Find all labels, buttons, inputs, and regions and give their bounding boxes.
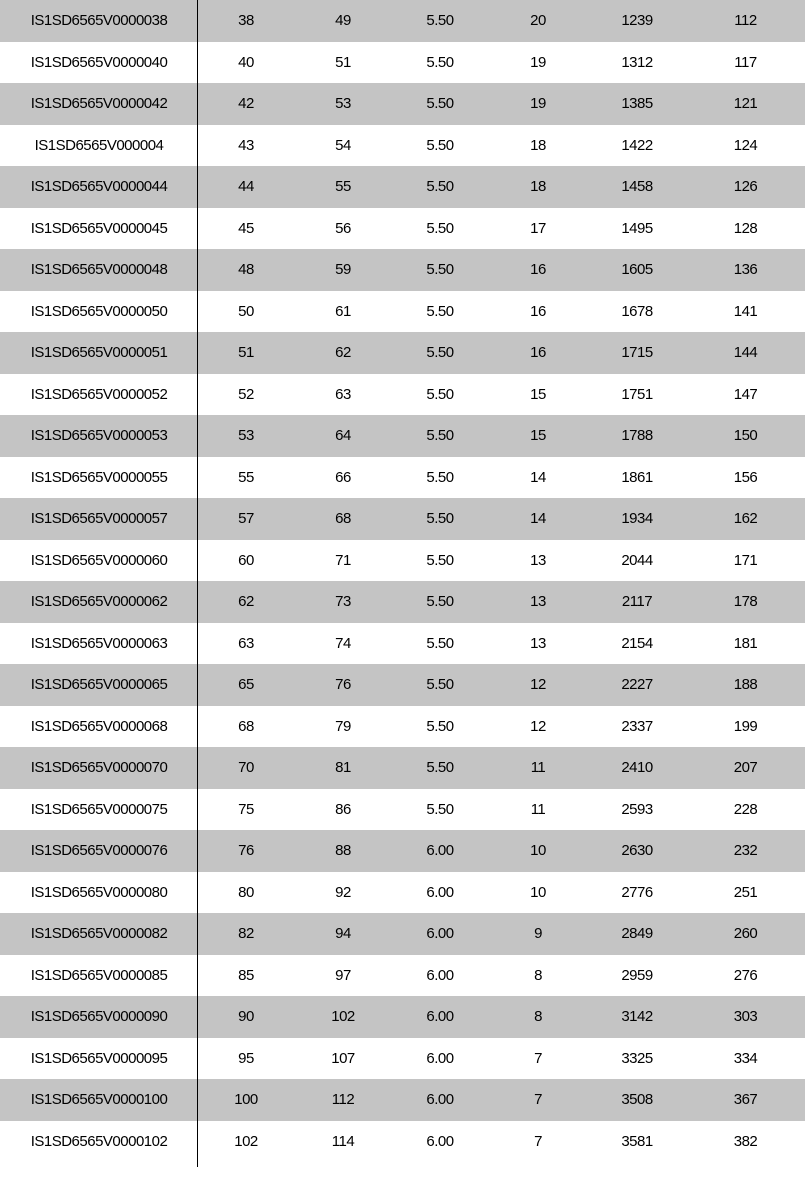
table-cell: 12 — [530, 717, 546, 735]
part-number-cell: IS1SD6565V0000051 — [30, 344, 168, 362]
table-cell: 382 — [733, 1132, 758, 1150]
table-cell: 5.50 — [426, 95, 454, 113]
part-number-cell: IS1SD6565V0000042 — [30, 95, 168, 113]
part-number-cell: IS1SD6565V0000048 — [30, 261, 168, 279]
table-cell: 6.00 — [426, 1132, 454, 1150]
table-row — [0, 457, 805, 499]
table-cell: 5.50 — [426, 385, 454, 403]
table-row — [0, 913, 805, 955]
table-cell: 92 — [335, 883, 351, 901]
table-row — [0, 623, 805, 665]
table-cell: 5.50 — [426, 717, 454, 735]
table-row — [0, 664, 805, 706]
table-cell: 162 — [733, 510, 758, 528]
table-cell: 52 — [238, 385, 254, 403]
table-row — [0, 83, 805, 125]
table-cell: 68 — [335, 510, 351, 528]
table-cell: 3142 — [621, 1008, 653, 1026]
table-row — [0, 374, 805, 416]
table-cell: 17 — [530, 219, 546, 237]
table-row — [0, 955, 805, 997]
table-cell: 1458 — [621, 178, 653, 196]
table-cell: 63 — [238, 634, 254, 652]
table-row — [0, 581, 805, 623]
table-cell: 5.50 — [426, 302, 454, 320]
table-row — [0, 706, 805, 748]
part-number-cell: IS1SD6565V0000057 — [30, 510, 168, 528]
table-row — [0, 540, 805, 582]
table-cell: 107 — [331, 1049, 355, 1067]
table-cell: 3581 — [621, 1132, 653, 1150]
table-cell: 207 — [733, 759, 758, 777]
table-cell: 45 — [238, 219, 254, 237]
table-row — [0, 42, 805, 84]
table-cell: 121 — [733, 95, 758, 113]
table-cell: 94 — [335, 925, 351, 943]
table-row — [0, 498, 805, 540]
table-row — [0, 332, 805, 374]
table-cell: 114 — [331, 1132, 355, 1150]
table-cell: 1934 — [621, 510, 653, 528]
table-cell: 64 — [335, 427, 351, 445]
table-cell: 16 — [530, 302, 546, 320]
table-cell: 16 — [530, 261, 546, 279]
table-cell: 7 — [534, 1049, 542, 1067]
table-cell: 18 — [530, 136, 546, 154]
table-cell: 76 — [238, 842, 254, 860]
table-cell: 3508 — [621, 1091, 653, 1109]
table-cell: 60 — [238, 551, 254, 569]
table-cell: 5.50 — [426, 676, 454, 694]
table-cell: 42 — [238, 95, 254, 113]
table-cell: 56 — [335, 219, 351, 237]
table-cell: 251 — [733, 883, 758, 901]
table-cell: 8 — [534, 1008, 542, 1026]
table-cell: 2630 — [621, 842, 653, 860]
table-cell: 19 — [530, 95, 546, 113]
table-cell: 53 — [238, 427, 254, 445]
table-cell: 5.50 — [426, 593, 454, 611]
table-cell: 88 — [335, 842, 351, 860]
table-cell: 141 — [733, 302, 758, 320]
table-cell: 54 — [335, 136, 351, 154]
table-cell: 85 — [238, 966, 254, 984]
table-row — [0, 166, 805, 208]
table-cell: 1861 — [621, 468, 653, 486]
table-cell: 5.50 — [426, 551, 454, 569]
table-cell: 80 — [238, 883, 254, 901]
part-number-cell: IS1SD6565V0000050 — [30, 302, 168, 320]
table-row — [0, 1121, 805, 1163]
table-cell: 5.50 — [426, 344, 454, 362]
table-row — [0, 291, 805, 333]
table-cell: 2593 — [621, 800, 653, 818]
table-cell: 76 — [335, 676, 351, 694]
table-cell: 188 — [733, 676, 758, 694]
table-cell: 178 — [733, 593, 758, 611]
table-cell: 102 — [331, 1008, 355, 1026]
table-cell: 7 — [534, 1091, 542, 1109]
table-row — [0, 872, 805, 914]
part-number-cell: IS1SD6565V0000052 — [30, 385, 168, 403]
table-cell: 126 — [733, 178, 758, 196]
table-cell: 150 — [733, 427, 758, 445]
table-cell: 43 — [238, 136, 254, 154]
table-cell: 14 — [530, 510, 546, 528]
table-cell: 62 — [335, 344, 351, 362]
table-cell: 57 — [238, 510, 254, 528]
table-cell: 2410 — [621, 759, 653, 777]
part-number-cell: IS1SD6565V0000085 — [30, 966, 168, 984]
table-cell: 276 — [733, 966, 758, 984]
table-cell: 2044 — [621, 551, 653, 569]
table-row — [0, 249, 805, 291]
table-cell: 156 — [733, 468, 758, 486]
table-cell: 2337 — [621, 717, 653, 735]
table-cell: 117 — [734, 53, 757, 71]
part-number-cell: IS1SD6565V0000060 — [30, 551, 168, 569]
table-row — [0, 1038, 805, 1080]
part-number-cell: IS1SD6565V0000075 — [30, 800, 168, 818]
table-cell: 112 — [734, 12, 757, 30]
part-number-cell: IS1SD6565V0000068 — [30, 717, 168, 735]
table-row — [0, 996, 805, 1038]
table-cell: 171 — [733, 551, 758, 569]
part-number-cell: IS1SD6565V0000070 — [30, 759, 168, 777]
table-cell: 260 — [733, 925, 758, 943]
table-cell: 5.50 — [426, 468, 454, 486]
table-cell: 62 — [238, 593, 254, 611]
table-row — [0, 1079, 805, 1121]
table-cell: 49 — [335, 12, 351, 30]
table-cell: 6.00 — [426, 1008, 454, 1026]
table-cell: 144 — [733, 344, 758, 362]
table-cell: 19 — [530, 53, 546, 71]
table-row — [0, 830, 805, 872]
table-cell: 5.50 — [426, 136, 454, 154]
table-cell: 44 — [238, 178, 254, 196]
table-cell: 303 — [733, 1008, 758, 1026]
table-cell: 1605 — [621, 261, 653, 279]
table-cell: 11 — [530, 759, 546, 777]
table-cell: 66 — [335, 468, 351, 486]
table-cell: 7 — [534, 1132, 542, 1150]
table-cell: 13 — [530, 593, 546, 611]
table-row — [0, 125, 805, 167]
table-row — [0, 0, 805, 42]
table-cell: 18 — [530, 178, 546, 196]
table-cell: 6.00 — [426, 966, 454, 984]
table-cell: 97 — [335, 966, 351, 984]
table-cell: 1678 — [621, 302, 653, 320]
part-number-cell: IS1SD6565V0000045 — [30, 219, 168, 237]
part-number-cell: IS1SD6565V0000038 — [30, 12, 168, 30]
table-cell: 5.50 — [426, 12, 454, 30]
table-cell: 124 — [733, 136, 758, 154]
table-cell: 12 — [530, 676, 546, 694]
table-cell: 6.00 — [426, 842, 454, 860]
part-number-cell: IS1SD6565V0000044 — [30, 178, 168, 196]
table-cell: 1751 — [621, 385, 653, 403]
table-cell: 40 — [238, 53, 254, 71]
table-cell: 63 — [335, 385, 351, 403]
table-row — [0, 208, 805, 250]
table-cell: 5.50 — [426, 53, 454, 71]
table-cell: 11 — [530, 800, 546, 818]
table-cell: 5.50 — [426, 634, 454, 652]
table-cell: 14 — [530, 468, 546, 486]
table-cell: 1239 — [621, 12, 653, 30]
table-cell: 82 — [238, 925, 254, 943]
part-number-cell: IS1SD6565V0000100 — [30, 1091, 168, 1109]
table-cell: 75 — [238, 800, 254, 818]
table-cell: 13 — [530, 551, 546, 569]
table-cell: 2849 — [621, 925, 653, 943]
table-cell: 10 — [530, 842, 546, 860]
table-cell: 1715 — [621, 344, 653, 362]
part-number-cell: IS1SD6565V000004 — [34, 136, 164, 154]
table-cell: 86 — [335, 800, 351, 818]
table-cell: 5.50 — [426, 759, 454, 777]
table-cell: 1495 — [621, 219, 653, 237]
table-cell: 65 — [238, 676, 254, 694]
table-cell: 53 — [335, 95, 351, 113]
table-cell: 81 — [335, 759, 351, 777]
table-cell: 8 — [534, 966, 542, 984]
table-cell: 1385 — [621, 95, 653, 113]
table-cell: 20 — [530, 12, 546, 30]
table-cell: 6.00 — [426, 1091, 454, 1109]
table-cell: 102 — [234, 1132, 258, 1150]
table-cell: 136 — [733, 261, 758, 279]
column-divider — [197, 0, 198, 1167]
table-cell: 38 — [238, 12, 254, 30]
table-cell: 95 — [238, 1049, 254, 1067]
table-cell: 55 — [335, 178, 351, 196]
table-cell: 74 — [335, 634, 351, 652]
table-cell: 9 — [534, 925, 542, 943]
table-cell: 5.50 — [426, 219, 454, 237]
table-cell: 6.00 — [426, 925, 454, 943]
part-number-cell: IS1SD6565V0000082 — [30, 925, 168, 943]
table-row — [0, 789, 805, 831]
table-cell: 5.50 — [426, 510, 454, 528]
table-cell: 1788 — [621, 427, 653, 445]
table-cell: 147 — [733, 385, 758, 403]
table-cell: 59 — [335, 261, 351, 279]
table-cell: 5.50 — [426, 261, 454, 279]
part-number-cell: IS1SD6565V0000080 — [30, 883, 168, 901]
table-cell: 5.50 — [426, 178, 454, 196]
table-cell: 70 — [238, 759, 254, 777]
table-cell: 50 — [238, 302, 254, 320]
table-cell: 15 — [530, 385, 546, 403]
table-cell: 51 — [335, 53, 351, 71]
table-cell: 1312 — [621, 53, 653, 71]
table-cell: 13 — [530, 634, 546, 652]
table-cell: 68 — [238, 717, 254, 735]
table-cell: 48 — [238, 261, 254, 279]
part-number-cell: IS1SD6565V0000090 — [30, 1008, 168, 1026]
table-cell: 334 — [733, 1049, 758, 1067]
table-cell: 232 — [733, 842, 758, 860]
table-cell: 2959 — [621, 966, 653, 984]
table-cell: 5.50 — [426, 800, 454, 818]
part-number-cell: IS1SD6565V0000040 — [30, 53, 168, 71]
part-number-cell: IS1SD6565V0000076 — [30, 842, 168, 860]
table-cell: 5.50 — [426, 427, 454, 445]
table-cell: 79 — [335, 717, 351, 735]
table-cell: 2117 — [621, 593, 653, 611]
table-cell: 6.00 — [426, 883, 454, 901]
table-cell: 6.00 — [426, 1049, 454, 1067]
table-row — [0, 415, 805, 457]
part-number-cell: IS1SD6565V0000055 — [30, 468, 168, 486]
table-cell: 73 — [335, 593, 351, 611]
part-number-cell: IS1SD6565V0000065 — [30, 676, 168, 694]
table-cell: 2776 — [621, 883, 653, 901]
table-cell: 181 — [733, 634, 758, 652]
part-number-cell: IS1SD6565V0000062 — [30, 593, 168, 611]
part-number-cell: IS1SD6565V0000053 — [30, 427, 168, 445]
table-cell: 367 — [733, 1091, 758, 1109]
table-cell: 128 — [733, 219, 758, 237]
table-cell: 199 — [733, 717, 758, 735]
table-cell: 10 — [530, 883, 546, 901]
table-cell: 90 — [238, 1008, 254, 1026]
part-number-cell: IS1SD6565V0000063 — [30, 634, 168, 652]
table-cell: 51 — [238, 344, 254, 362]
table-cell: 2154 — [621, 634, 653, 652]
part-number-cell: IS1SD6565V0000095 — [30, 1049, 168, 1067]
table-row — [0, 747, 805, 789]
table-cell: 112 — [331, 1091, 355, 1109]
table-cell: 100 — [234, 1091, 258, 1109]
table-cell: 55 — [238, 468, 254, 486]
table-cell: 61 — [335, 302, 351, 320]
table-cell: 16 — [530, 344, 546, 362]
table-cell: 3325 — [621, 1049, 653, 1067]
table-cell: 15 — [530, 427, 546, 445]
table-cell: 2227 — [621, 676, 653, 694]
table-cell: 71 — [335, 551, 351, 569]
part-number-cell: IS1SD6565V0000102 — [30, 1132, 168, 1150]
table-cell: 228 — [733, 800, 758, 818]
table-cell: 1422 — [621, 136, 653, 154]
